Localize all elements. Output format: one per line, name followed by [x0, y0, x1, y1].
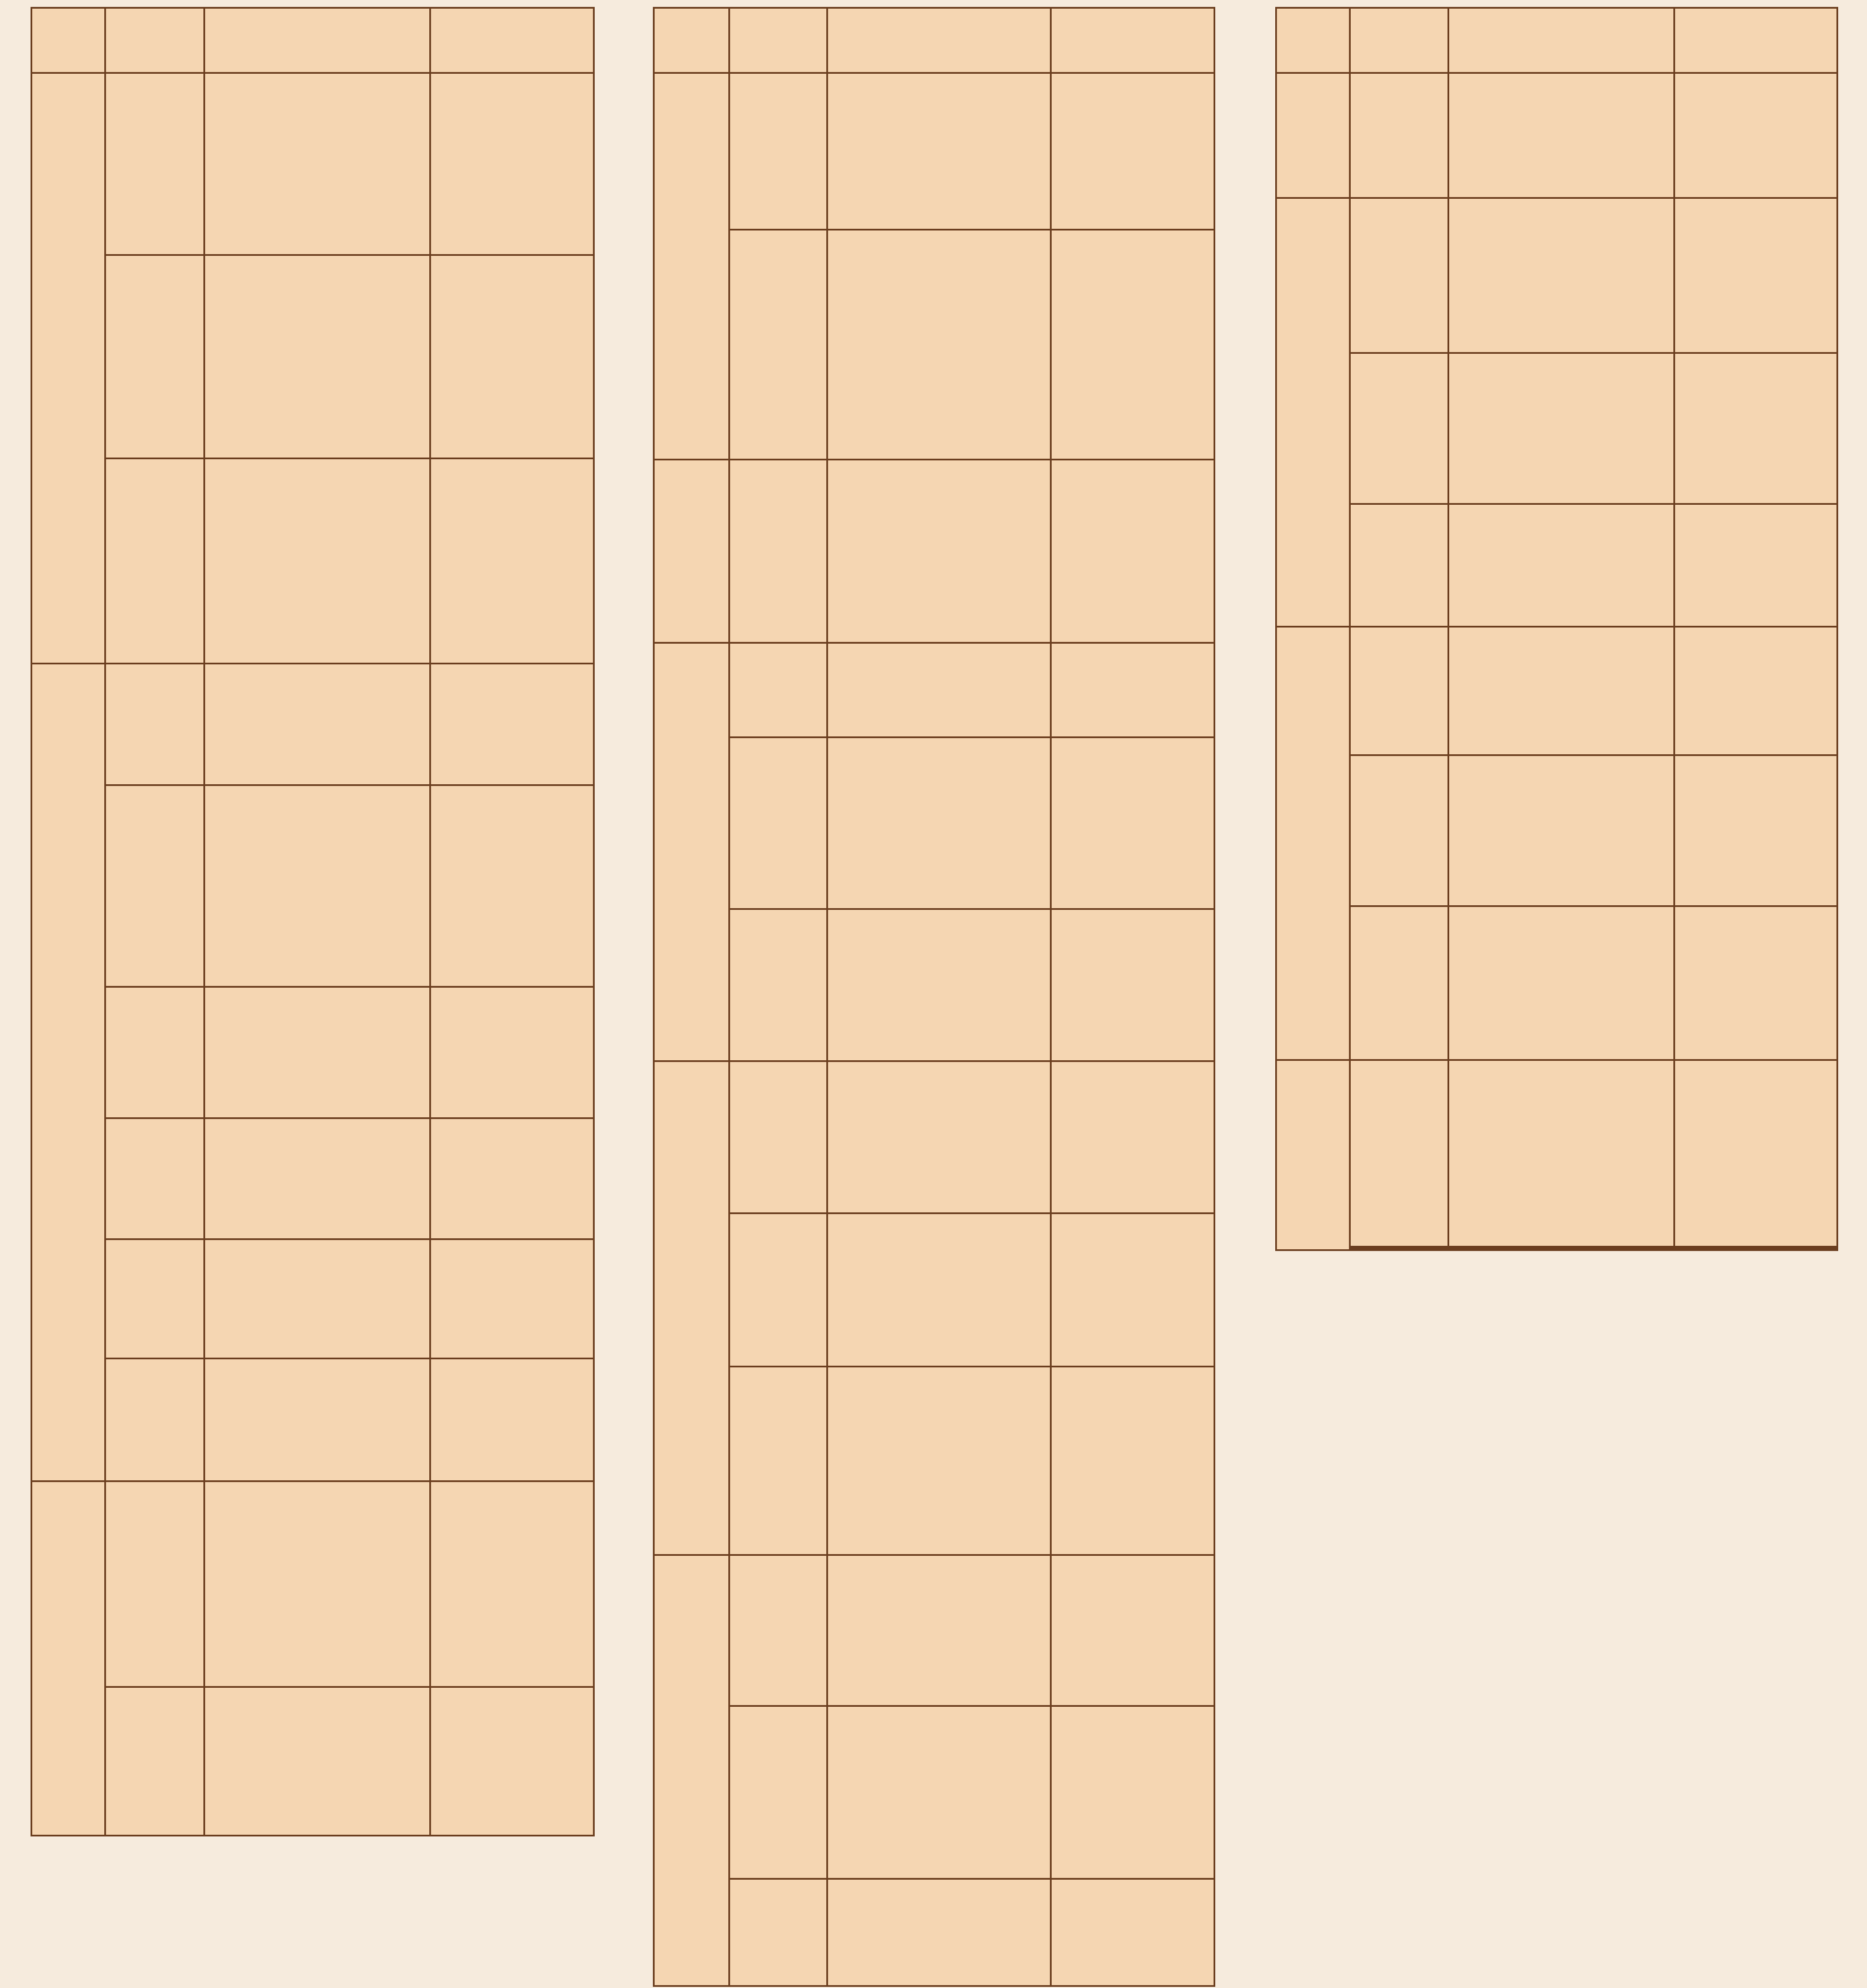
table-row [1276, 1249, 1838, 1250]
circle-name-cell [730, 73, 827, 230]
district-cell [1276, 73, 1350, 198]
intro-cell [827, 460, 1051, 643]
table-row [32, 73, 594, 255]
events-cell [1675, 198, 1838, 353]
intro-cell [827, 1367, 1051, 1555]
circle-name-cell [105, 785, 205, 987]
events-cell [1675, 1249, 1838, 1250]
events-cell [1051, 909, 1215, 1061]
district-cell [654, 73, 730, 460]
circle-name-cell [105, 987, 205, 1118]
circle-name-cell [105, 73, 205, 255]
events-cell [1051, 73, 1215, 230]
circle-name-cell [730, 1555, 827, 1706]
district-cell [32, 73, 105, 664]
header-name [730, 8, 827, 73]
district-cell [654, 643, 730, 1061]
circle-name-cell [1350, 73, 1449, 198]
circle-name-cell [1350, 755, 1449, 906]
header-row [654, 8, 1215, 73]
circle-name-cell [105, 1118, 205, 1239]
intro-cell [827, 1214, 1051, 1367]
table-row [654, 1214, 1215, 1367]
circle-name-cell [1350, 1249, 1449, 1250]
intro-cell [205, 664, 430, 785]
intro-cell [827, 1061, 1051, 1214]
events-cell [430, 73, 594, 255]
intro-cell [205, 255, 430, 459]
intro-cell [1449, 73, 1675, 198]
circle-name-cell [1350, 198, 1449, 353]
table-row [654, 1061, 1215, 1214]
header-events [1051, 8, 1215, 73]
intro-cell [205, 785, 430, 987]
events-cell [430, 459, 594, 664]
events-cell [1051, 1061, 1215, 1214]
circle-name-cell [105, 1481, 205, 1687]
circle-name-cell [105, 1239, 205, 1359]
circle-name-cell [730, 460, 827, 643]
events-cell [1051, 1367, 1215, 1555]
circle-name-cell [730, 738, 827, 909]
events-cell [430, 255, 594, 459]
intro-cell [827, 73, 1051, 230]
events-cell [430, 1239, 594, 1359]
intro-cell [205, 987, 430, 1118]
circle-name-cell [105, 255, 205, 459]
table-row [1276, 906, 1838, 1060]
intro-cell [205, 1359, 430, 1481]
table-row [32, 1239, 594, 1359]
circle-name-cell [730, 1214, 827, 1367]
events-cell [1051, 1706, 1215, 1879]
intro-cell [1449, 627, 1675, 755]
intro-cell [1449, 755, 1675, 906]
header-intro [827, 8, 1051, 73]
table-row [32, 1359, 594, 1481]
header-events [430, 8, 594, 73]
table-right [1275, 7, 1838, 1251]
intro-cell [827, 1879, 1051, 1986]
intro-cell [1449, 1060, 1675, 1247]
events-cell [430, 1481, 594, 1687]
table-row [1276, 73, 1838, 198]
circle-name-cell [1350, 504, 1449, 627]
table-row [654, 909, 1215, 1061]
circle-name-cell [105, 459, 205, 664]
circle-name-cell [105, 1687, 205, 1836]
table-row [654, 643, 1215, 738]
header-intro [1449, 8, 1675, 73]
table-middle [653, 7, 1215, 1987]
table-row [654, 1367, 1215, 1555]
table-row [1276, 1060, 1838, 1247]
events-cell [430, 1687, 594, 1836]
circle-name-cell [730, 1706, 827, 1879]
table-row [32, 1118, 594, 1239]
district-cell [1276, 198, 1350, 627]
circle-name-cell [730, 909, 827, 1061]
circle-name-cell [1350, 1060, 1449, 1247]
events-cell [1675, 353, 1838, 504]
events-cell [1051, 1555, 1215, 1706]
events-cell [1675, 627, 1838, 755]
intro-cell [827, 738, 1051, 909]
events-cell [430, 664, 594, 785]
table-row [654, 230, 1215, 460]
intro-cell [205, 1481, 430, 1687]
table-row [32, 1481, 594, 1687]
circle-name-cell [1350, 627, 1449, 755]
intro-cell [1449, 198, 1675, 353]
district-cell [654, 1061, 730, 1555]
district-cell [654, 1555, 730, 1986]
table-row [654, 738, 1215, 909]
intro-cell [827, 1555, 1051, 1706]
intro-cell [827, 1706, 1051, 1879]
circle-name-cell [1350, 906, 1449, 1060]
intro-cell [205, 1239, 430, 1359]
circle-name-cell [730, 1367, 827, 1555]
intro-cell [1449, 504, 1675, 627]
circle-name-cell [730, 643, 827, 738]
circle-name-cell [730, 1879, 827, 1986]
intro-cell [205, 459, 430, 664]
circle-name-cell [105, 664, 205, 785]
intro-cell [827, 909, 1051, 1061]
intro-cell [205, 1118, 430, 1239]
header-name [105, 8, 205, 73]
table-row [1276, 353, 1838, 504]
intro-cell [827, 643, 1051, 738]
events-cell [1675, 73, 1838, 198]
events-cell [1051, 643, 1215, 738]
district-cell [32, 664, 105, 1481]
events-cell [430, 1359, 594, 1481]
events-cell [430, 1118, 594, 1239]
events-cell [1051, 460, 1215, 643]
circle-name-cell [105, 1359, 205, 1481]
table-row [654, 1555, 1215, 1706]
header-name [1350, 8, 1449, 73]
intro-cell [205, 1687, 430, 1836]
events-cell [1675, 755, 1838, 906]
intro-cell [1449, 1249, 1675, 1250]
intro-cell [205, 73, 430, 255]
district-cell [32, 1481, 105, 1836]
district-cell [1276, 627, 1350, 1060]
table-row [32, 664, 594, 785]
header-district [1276, 8, 1350, 73]
header-events [1675, 8, 1838, 73]
events-cell [1051, 1214, 1215, 1367]
table-row [1276, 627, 1838, 755]
header-row [32, 8, 594, 73]
intro-cell [1449, 906, 1675, 1060]
events-cell [1675, 1060, 1838, 1247]
table-row [1276, 198, 1838, 353]
table-row [32, 987, 594, 1118]
table-row [32, 459, 594, 664]
table-row [654, 1879, 1215, 1986]
table-row [1276, 504, 1838, 627]
table-row [654, 460, 1215, 643]
table-row [32, 255, 594, 459]
header-district [32, 8, 105, 73]
events-cell [1051, 738, 1215, 909]
intro-cell [827, 230, 1051, 460]
events-cell [430, 785, 594, 987]
header-row [1276, 8, 1838, 73]
circle-name-cell [730, 230, 827, 460]
intro-cell [1449, 353, 1675, 504]
table-row [32, 1687, 594, 1836]
table-row [654, 1706, 1215, 1879]
table-left [31, 7, 595, 1836]
header-district [654, 8, 730, 73]
events-cell [1051, 1879, 1215, 1986]
table-row [654, 73, 1215, 230]
circle-name-cell [1350, 353, 1449, 504]
district-cell [1276, 1060, 1350, 1250]
district-cell [654, 460, 730, 643]
header-intro [205, 8, 430, 73]
table-row [1276, 755, 1838, 906]
table-row [32, 785, 594, 987]
events-cell [1051, 230, 1215, 460]
events-cell [430, 987, 594, 1118]
circle-name-cell [730, 1061, 827, 1214]
events-cell [1675, 504, 1838, 627]
events-cell [1675, 906, 1838, 1060]
